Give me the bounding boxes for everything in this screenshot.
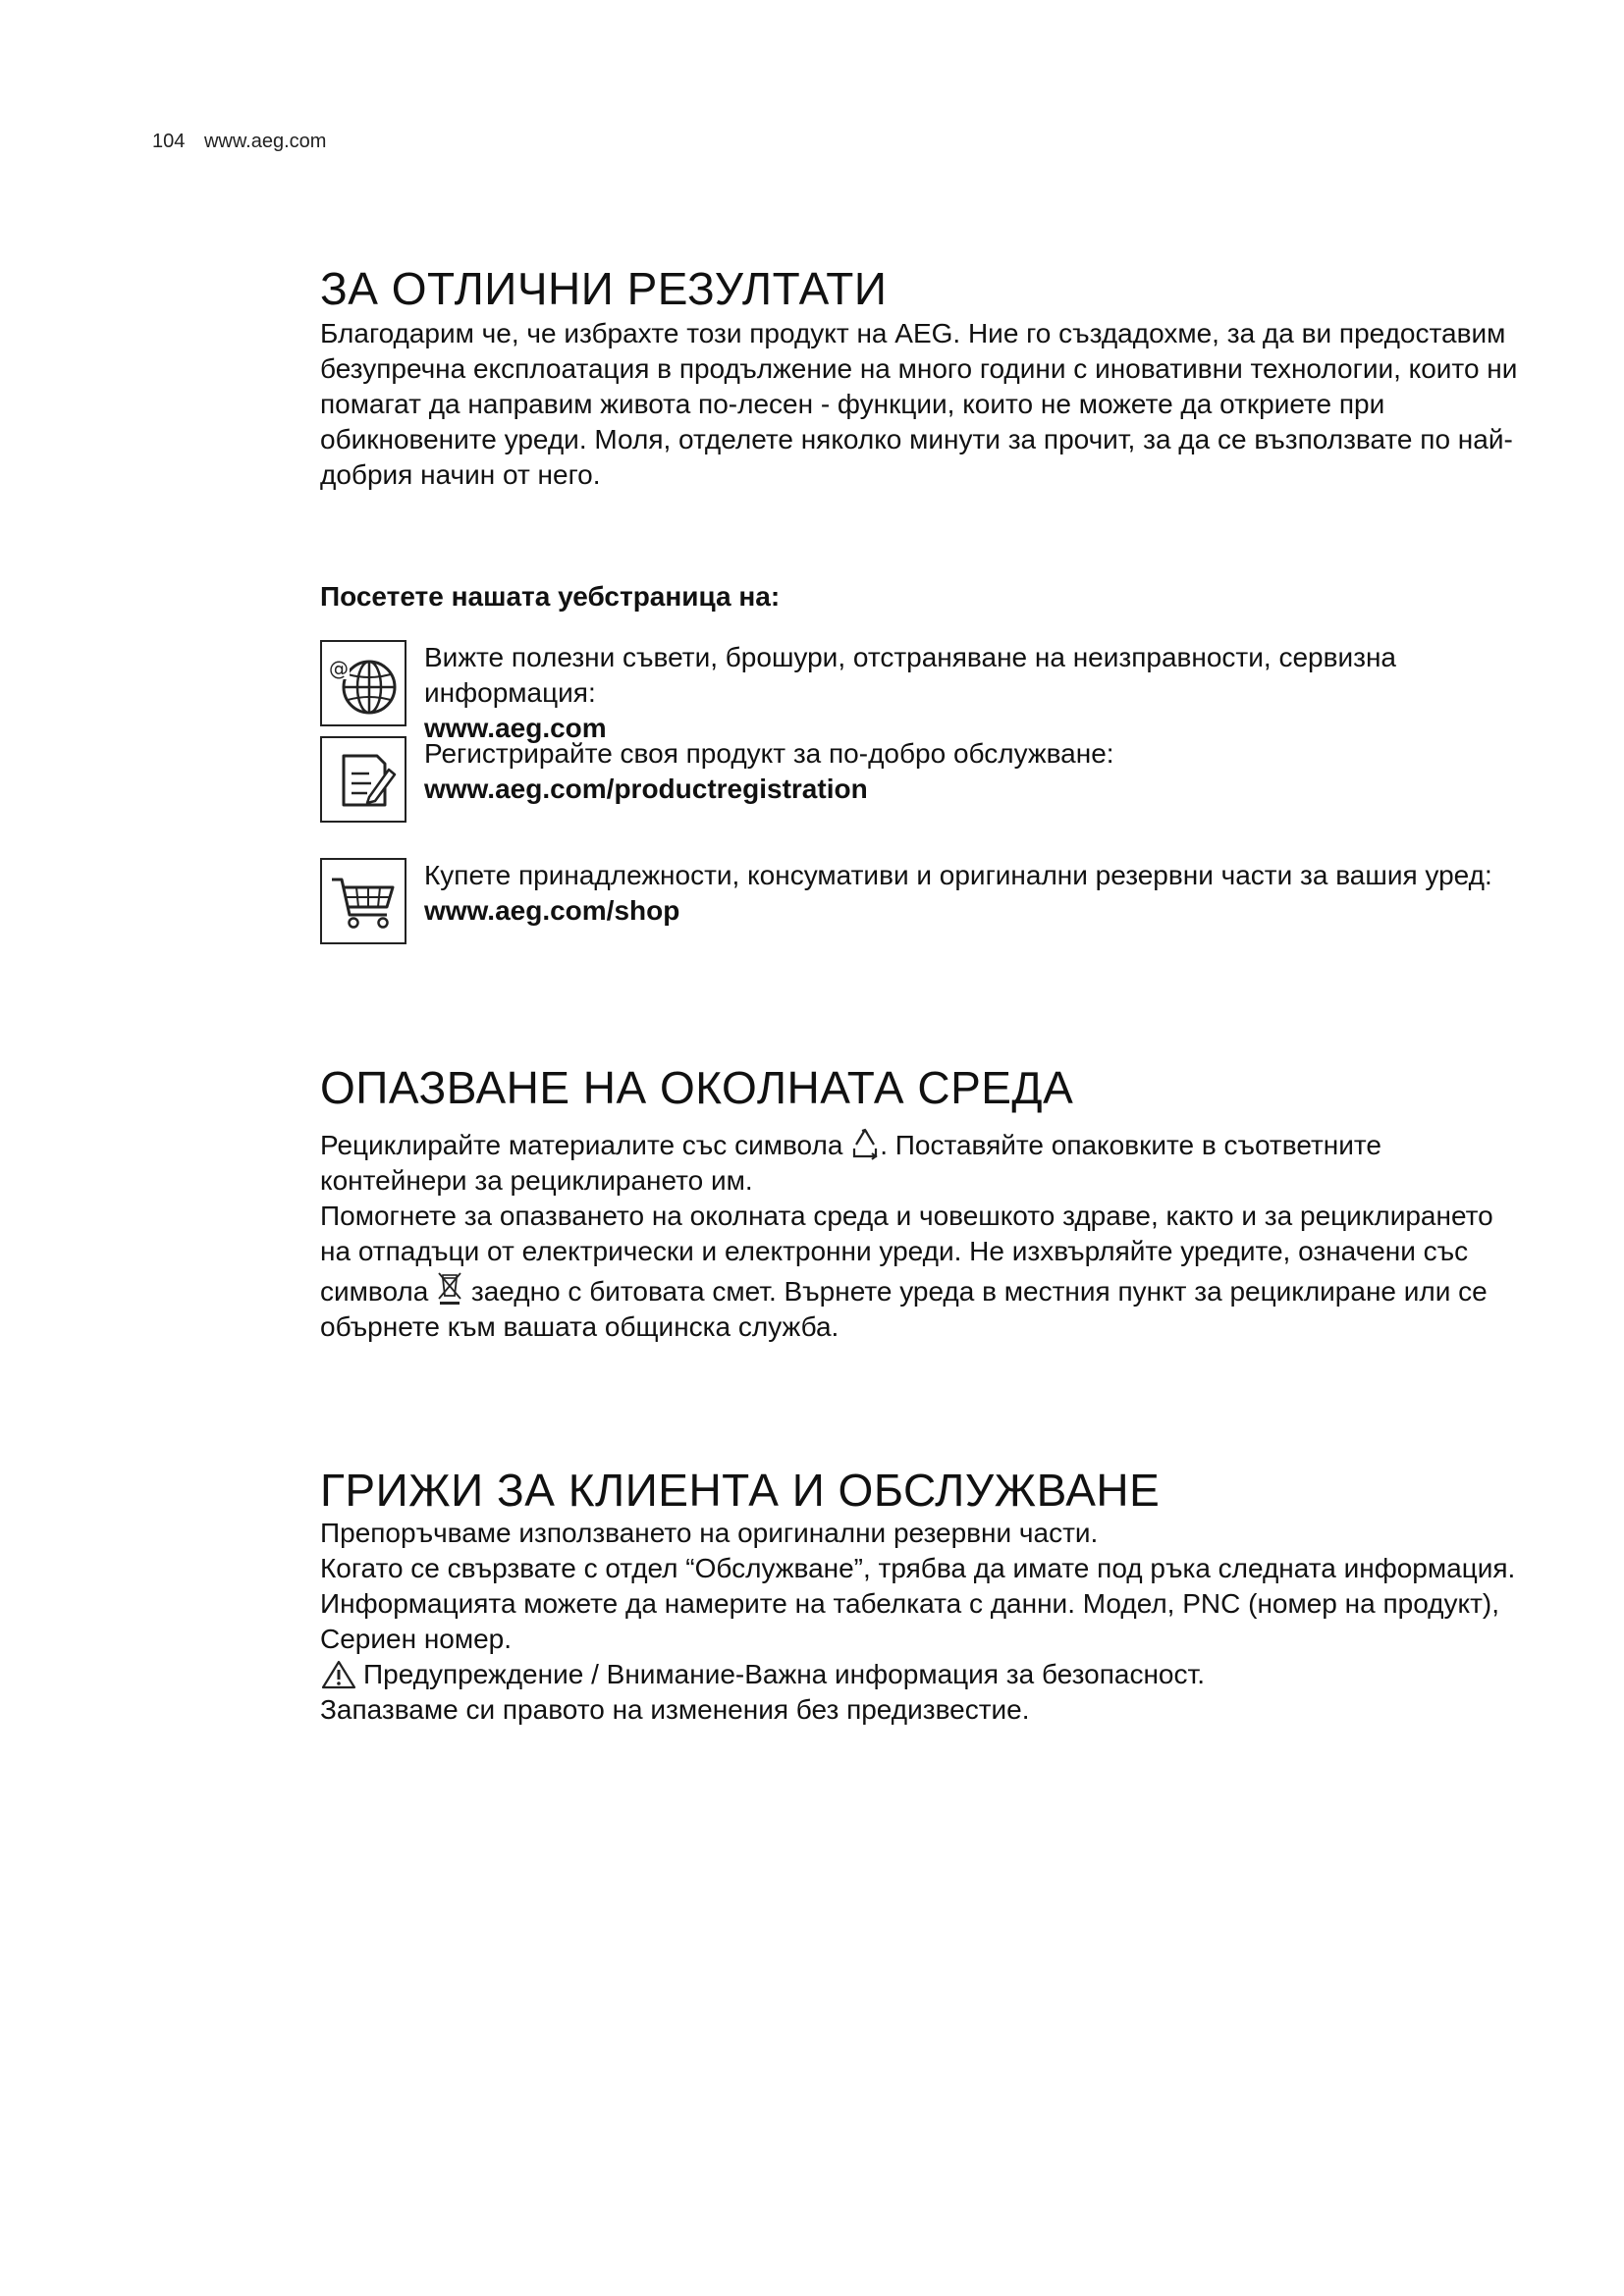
section-title-customer-care: ГРИЖИ ЗА КЛИЕНТА И ОБСЛУЖВАНЕ bbox=[320, 1465, 1161, 1516]
section-title-results: ЗА ОТЛИЧНИ РЕЗУЛТАТИ bbox=[320, 263, 888, 314]
visit-shop-text: Купете принадлежности, консумативи и оригинални резервни части за вашия уред: bbox=[424, 860, 1492, 890]
visit-support-text: Вижте полезни съвети, брошури, отстраняване на неизправности, сервизна информация: bbox=[424, 642, 1396, 708]
visit-support-link[interactable]: www.aeg.com bbox=[424, 713, 607, 743]
visit-registration-text: Регистрирайте своя продукт за по-добро обслужване: bbox=[424, 738, 1114, 769]
visit-shop-link[interactable]: www.aeg.com/shop bbox=[424, 895, 680, 926]
care-line-1: Препоръчваме използването на оригинални резервни части. bbox=[320, 1518, 1099, 1548]
environment-paragraph-1: Рециклирайте материалите със символа . Поставяйте опаковките в съответните контейнери за рециклирането им. bbox=[320, 1127, 1518, 1199]
recycle-icon bbox=[850, 1127, 880, 1160]
weee-crossed-bin-icon bbox=[436, 1269, 463, 1307]
care-line-3: Информацията можете да намерите на табелката с данни. Модел, PNC (номер на продукт), Сериен номер. bbox=[320, 1588, 1499, 1654]
shopping-cart-icon bbox=[320, 858, 406, 944]
svg-text:@: @ bbox=[329, 657, 349, 680]
section-results bbox=[320, 263, 1518, 493]
page-header bbox=[152, 131, 326, 153]
registration-icon bbox=[320, 736, 406, 823]
intro-paragraph: Благодарим че, че избрахте този продукт на AEG. Ние го създадохме, за да ви предоставим безупречна експлоатация в продължение на много години с иновативни технологии, които ни помагат да направим живота по-лесен - функции, които не можете да откриете при обикновените уреди. Моля, отделете няколко минути за прочит, за да се възползвате по най-добрия начин от него. bbox=[320, 318, 1518, 490]
page-number: 104 bbox=[152, 131, 186, 152]
care-line-4: Запазваме си правото на изменения без предизвестие. bbox=[320, 1694, 1030, 1725]
care-line-2: Когато се свързвате с отдел “Обслужване”, трябва да имате под ръка следната информация. bbox=[320, 1553, 1516, 1583]
care-warning bbox=[320, 1657, 1518, 1692]
visit-registration-link[interactable]: www.aeg.com/productregistration bbox=[424, 774, 868, 804]
header-site: www.aeg.com bbox=[203, 131, 327, 152]
visit-title: Посетете нашата уебстраница на: bbox=[320, 581, 781, 612]
section-visit bbox=[320, 579, 1518, 926]
globe-icon bbox=[320, 640, 406, 726]
section-environment bbox=[320, 1062, 1518, 1345]
environment-paragraph-2: Помогнете за опазването на околната среда и човешкото здраве, както и за рециклирането на отпадъци от електрически и електронни уреди. Не изхвърляйте уредите, означени със символа заедно с битовата смет. Върнете уреда в местния пункт за рециклиране или се обърнете към вашата общинска служба. bbox=[320, 1201, 1493, 1342]
warning-icon bbox=[320, 1659, 357, 1690]
section-title-environment: ОПАЗВАНЕ НА ОКОЛНАТА СРЕДА bbox=[320, 1062, 1074, 1113]
section-customer-care bbox=[320, 1465, 1518, 1728]
warning-text: Предупреждение / Внимание-Важна информация за безопасност. bbox=[363, 1659, 1205, 1689]
